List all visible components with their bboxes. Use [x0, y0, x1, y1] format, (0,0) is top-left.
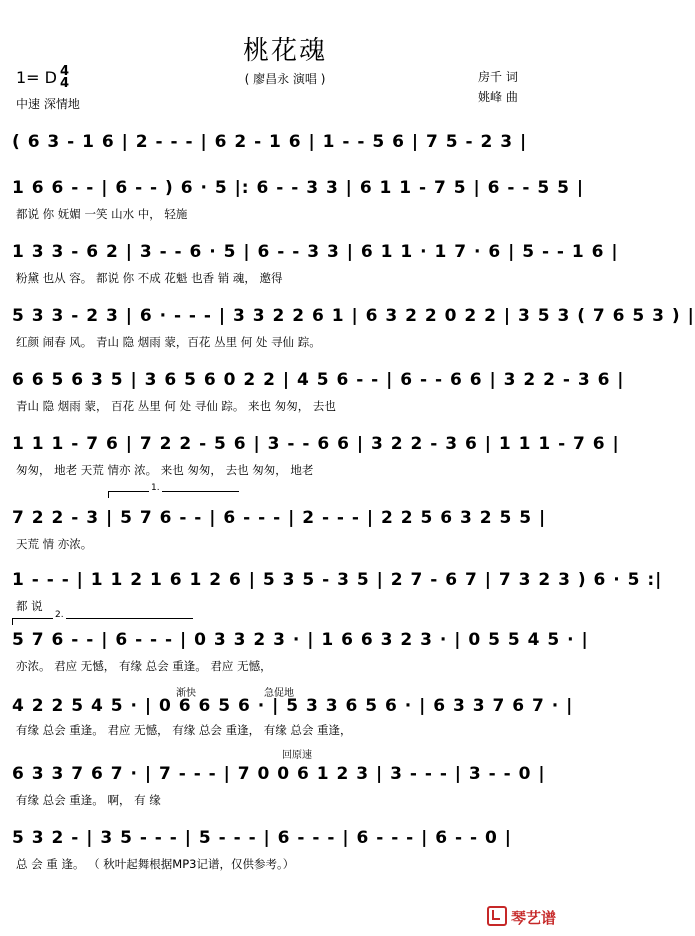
composer-credit: 姚峰 曲 — [478, 90, 518, 104]
notation-line: ( 6 3 - 1 6 | 2 - - - | 6 2 - 1 6 | 1 - - 5 6 | 7 5 - 2 3 | — [12, 132, 528, 152]
lyric-line: 有缘 总会 重逢。 啊， 有 缘 — [16, 793, 161, 807]
notation-line: 7 2 2 - 3 | 5 7 6 - - | 6 - - - | 2 - - - | 2 2 5 6 3 2 5 5 | — [12, 508, 547, 528]
notation-line: 5 7 6 - - | 6 - - - | 0 3 3 2 3 · | 1 6 6 3 2 3 · | 0 5 5 4 5 · | — [12, 630, 589, 650]
qinyipu-logo-icon — [487, 906, 507, 926]
notation-line: 6 3 3 7 6 7 · | 7 - - - | 7 0 0 6 1 2 3 | 3 - - - | 3 - - 0 | — [12, 764, 546, 784]
time-signature — [60, 66, 69, 90]
lyric-line: 粉黛 也从 容。 都说 你 不成 花魁 也香 销 魂， 邀得 — [16, 271, 283, 285]
lyricist-credit: 房千 词 — [478, 70, 518, 84]
lyric-line: 红颜 闹春 风。 青山 隐 烟雨 蒙，百花 丛里 何 处 寻仙 踪。 — [16, 335, 321, 349]
notation-line: 5 3 3 - 2 3 | 6 · - - - | 3 3 2 2 6 1 | 6 3 2 2 0 2 2 | 3 5 3 ( 7 6 5 3 ) | — [12, 306, 695, 326]
notation-line: 6 6 5 6 3 5 | 3 6 5 6 0 2 2 | 4 5 6 - - | 6 - - 6 6 | 3 2 2 - 3 6 | — [12, 370, 625, 390]
direction-faster: 渐快 — [176, 688, 196, 699]
key-signature: 1= D — [16, 68, 57, 87]
lyric-line: 都 说 — [16, 599, 43, 613]
volta-bracket-1 — [108, 483, 239, 498]
volta-1-label: 1. — [151, 483, 160, 493]
notation-line: 1 3 3 - 6 2 | 3 - - 6 · 5 | 6 - - 3 3 | 6 1 1 · 1 7 · 6 | 5 - - 1 6 | — [12, 242, 619, 262]
time-signature-bottom: 4 — [60, 76, 70, 91]
lyric-line: 有缘 总会 重逢。 君应 无憾， 有缘 总会 重逢， 有缘 总会 重逢， — [16, 723, 352, 737]
volta-2-label: 2. — [55, 610, 64, 620]
direction-restore: 回原速 — [282, 750, 312, 761]
notation-line: 1 1 1 - 7 6 | 7 2 2 - 5 6 | 3 - - 6 6 | 3 2 2 - 3 6 | 1 1 1 - 7 6 | — [12, 434, 620, 454]
lyric-line: 青山 隐 烟雨 蒙， 百花 丛里 何 处 寻仙 踪。 来也 匆匆， 去也 — [16, 399, 336, 413]
notation-line: 5 3 2 - | 3 5 - - - | 5 - - - | 6 - - - | 6 - - - | 6 - - 0 | — [12, 828, 512, 848]
lyric-line: 都说 你 妩媚 一笑 山水 中， 轻施 — [16, 207, 188, 221]
volta-bracket-2 — [12, 610, 193, 625]
lyric-line: 亦浓。 君应 无憾， 有缘 总会 重逢。 君应 无憾， — [16, 659, 272, 673]
singer-credit: ( 廖昌永 演唱 ) — [244, 72, 326, 86]
watermark-text: 琴艺谱 — [510, 909, 556, 927]
song-title: 桃花魂 — [242, 36, 327, 66]
time-signature-top: 4 — [60, 64, 70, 79]
direction-urgent: 急促地 — [264, 688, 294, 699]
notation-line: 1 6 6 - - | 6 - - ) 6 · 5 |: 6 - - 3 3 | 6 1 1 - 7 5 | 6 - - 5 5 | — [12, 178, 585, 198]
lyric-line: 天荒 情 亦浓。 — [16, 537, 93, 551]
lyric-line: 匆匆， 地老 天荒 情亦 浓。 来也 匆匆， 去也 匆匆， 地老 — [16, 463, 314, 477]
notation-line: 4 2 2 5 4 5 · | 0 6 6 5 6 · | 5 3 3 6 5 6 · | 6 3 3 7 6 7 · | — [12, 696, 574, 716]
tempo-marking: 中速 深情地 — [16, 97, 80, 111]
watermark — [487, 906, 556, 928]
lyric-line: 总 会 重 逢。 （ 秋叶起舞根据MP3记谱，仅供参考。） — [16, 857, 295, 871]
notation-line: 1 - - - | 1 1 2 1 6 1 2 6 | 5 3 5 - 3 5 | 2 7 - 6 7 | 7 3 2 3 ) 6 · 5 :| — [12, 570, 663, 590]
